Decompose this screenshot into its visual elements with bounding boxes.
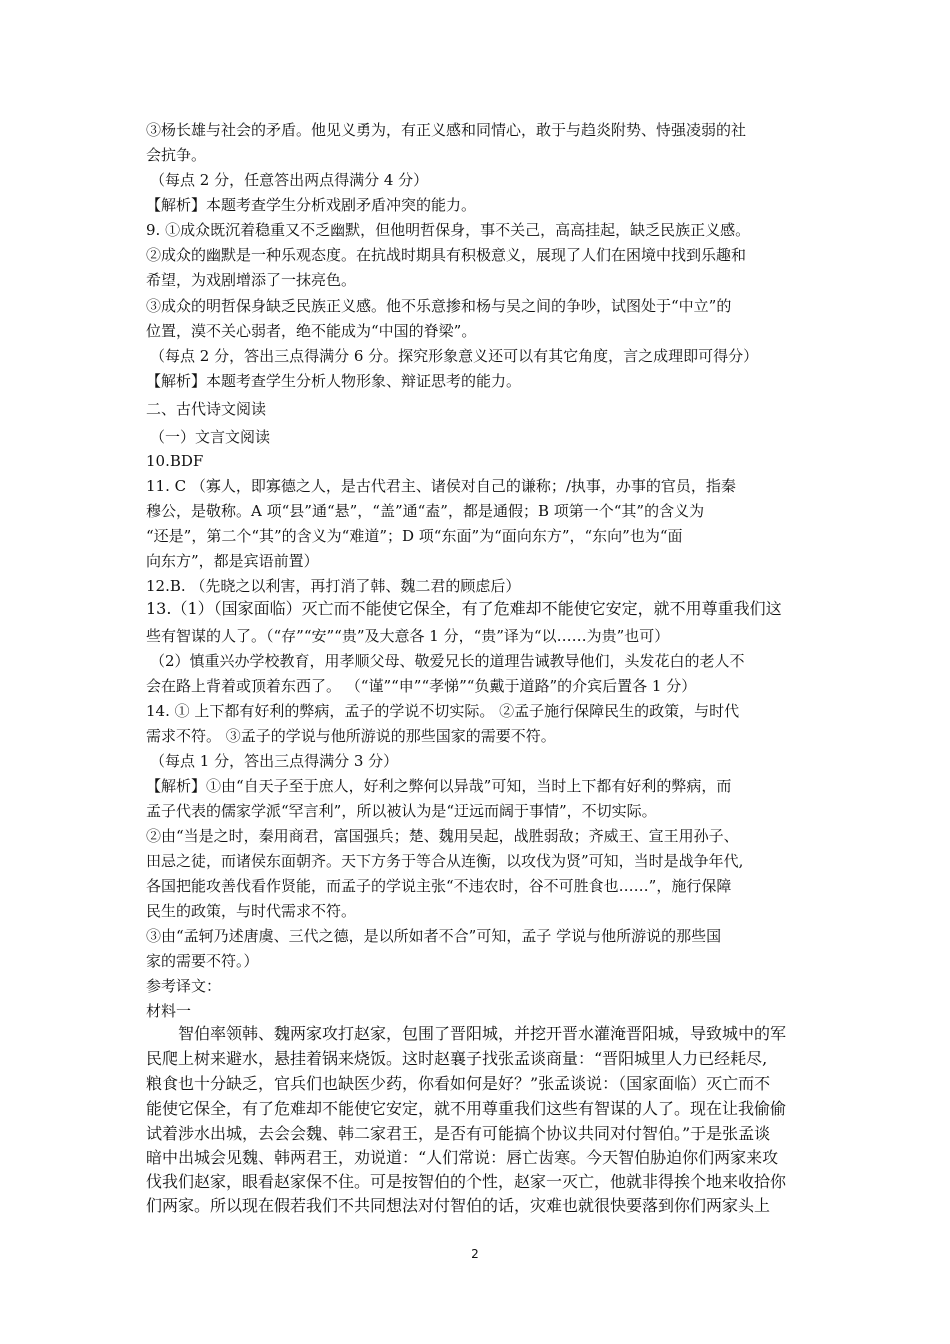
text-line: 14. ① 上下都有好利的弊病，孟子的学说不切实际。 ②孟子施行保障民生的政策，与时代 bbox=[146, 702, 740, 720]
text-line: 材料一 bbox=[146, 1002, 192, 1020]
page-number: 2 bbox=[471, 1247, 479, 1261]
text-line: ②成众的幽默是一种乐观态度。在抗战时期具有积极意义，展现了人们在困境中找到乐趣和 bbox=[146, 246, 747, 264]
text-line: 粮食也十分缺乏，官兵们也缺医少药，你看如何是好？”张孟谈说：（国家面临）灭亡而不 bbox=[146, 1074, 771, 1093]
text-line: ③由“孟轲乃述唐虞、三代之德，是以所如者不合”可知，孟子 学说与他所游说的那些国 bbox=[146, 927, 722, 945]
text-line: ③杨长雄与社会的矛盾。他见义勇为，有正义感和同情心，敢于与趋炎附势、恃强凌弱的社 bbox=[146, 121, 747, 139]
text-line: 【解析】本题考查学生分析戏剧矛盾冲突的能力。 bbox=[146, 196, 477, 214]
text-line: 民生的政策，与时代需求不符。 bbox=[146, 902, 357, 920]
text-line: 伐我们赵家，眼看赵家保不住。可是按智伯的个性，赵家一灭亡，他就非得挨个地来收拾你 bbox=[146, 1172, 787, 1191]
text-line: 家的需要不符。） bbox=[146, 952, 259, 970]
text-line: 【解析】①由“自天子至于庶人，好利之弊何以异哉”可知，当时上下都有好利的弊病，而 bbox=[146, 777, 732, 795]
text-line: 【解析】本题考查学生分析人物形象、辩证思考的能力。 bbox=[146, 372, 522, 390]
text-line: ③成众的明哲保身缺乏民族正义感。他不乐意掺和杨与吴之间的争吵，试图处于“中立”的 bbox=[146, 297, 732, 315]
text-line: 位置，漠不关心弱者，绝不能成为“中国的脊梁”。 bbox=[146, 322, 477, 340]
text-line: 智伯率领韩、魏两家攻打赵家，包围了晋阳城，并挖开晋水灌淹晋阳城，导致城中的军 bbox=[178, 1024, 787, 1043]
text-line: 各国把能攻善伐看作贤能，而孟子的学说主张“不违农时，谷不可胜食也……”，施行保障 bbox=[146, 877, 732, 895]
text-line: 会在路上背着或顶着东西了。 （“谨”“申”“孝悌”“负戴于道路”的介宾后置各 1 分） bbox=[146, 677, 697, 695]
text-line: 向东方”，都是宾语前置） bbox=[146, 552, 319, 570]
text-line: 需求不符。 ③孟子的学说与他所游说的那些国家的需要不符。 bbox=[146, 727, 556, 745]
text-line: 9. ①成众既沉着稳重又不乏幽默，但他明哲保身，事不关己，高高挂起，缺乏民族正义感。 bbox=[146, 221, 751, 239]
text-line: 民爬上树来避水，悬挂着锅来烧饭。这时赵襄子找张孟谈商量：“晋阳城里人力已经耗尽, bbox=[146, 1049, 768, 1068]
text-line: （每点 2 分，答出三点得满分 6 分。探究形象意义还可以有其它角度，言之成理即可得分） bbox=[150, 347, 759, 365]
text-line: （每点 1 分，答出三点得满分 3 分） bbox=[150, 752, 399, 770]
text-line: 试着涉水出城，去会会魏、韩二家君王，是否有可能搞个协议共同对付智伯。”于是张孟谈 bbox=[146, 1124, 771, 1143]
text-line: 13.（1）（国家面临）灭亡而不能使它保全，有了危难却不能使它安定，就不用尊重我们这 bbox=[146, 599, 782, 618]
text-line: 些有智谋的人了。（“存”“安”“贵”及大意各 1 分，“贵”译为“以……为贵”也可） bbox=[146, 627, 670, 645]
text-line: “还是”，第二个“其”的含义为“难道”；D 项“东面”为“面向东方”，“东向”也为“面 bbox=[146, 527, 683, 545]
subsection-heading: （一）文言文阅读 bbox=[150, 428, 271, 446]
text-line: 孟子代表的儒家学派“罕言利”，所以被认为是“迂远而阔于事情”，不切实际。 bbox=[146, 802, 657, 820]
text-line: 们两家。所以现在假若我们不共同想法对付智伯的话，灾难也就很快要落到你们两家头上 bbox=[146, 1196, 771, 1215]
text-line: 12.B. （先晓之以利害，再打消了韩、魏二君的顾虑后） bbox=[146, 577, 521, 595]
text-line: 会抗争。 bbox=[146, 146, 207, 164]
text-line: 10.BDF bbox=[146, 452, 204, 470]
text-line: 希望，为戏剧增添了一抹亮色。 bbox=[146, 271, 357, 289]
text-line: 田忌之徒，而诸侯东面朝齐。天下方务于等合从连衡，以攻伐为贤”可知，当时是战争年代, bbox=[146, 852, 744, 870]
text-line: （每点 2 分，任意答出两点得满分 4 分） bbox=[150, 171, 429, 189]
text-line: 能使它保全，有了危难却不能使它安定，就不用尊重我们这些有智谋的人了。现在让我偷偷 bbox=[146, 1099, 787, 1118]
section-heading: 二、古代诗文阅读 bbox=[146, 400, 267, 418]
text-line: 穆公，是敬称。A 项“县”通“悬”，“盖”通“盍”，都是通假；B 项第一个“其”的含义为 bbox=[146, 502, 705, 520]
text-line: （2）慎重兴办学校教育，用孝顺父母、敬爱兄长的道理告诫教导他们，头发花白的老人不 bbox=[150, 652, 745, 670]
text-line: ②由“当是之时，秦用商君，富国强兵；楚、魏用吴起，战胜弱敌；齐威王、宣王用孙子、 bbox=[146, 827, 739, 845]
text-line: 11. C （寡人，即寡德之人，是古代君主、诸侯对自己的谦称；/执事，办事的官员，指秦 bbox=[146, 477, 736, 495]
text-line: 参考译文： bbox=[146, 977, 222, 995]
text-line: 暗中出城会见魏、韩两君王，劝说道：“人们常说：唇亡齿寒。今天智伯胁迫你们两家来攻 bbox=[146, 1148, 779, 1167]
